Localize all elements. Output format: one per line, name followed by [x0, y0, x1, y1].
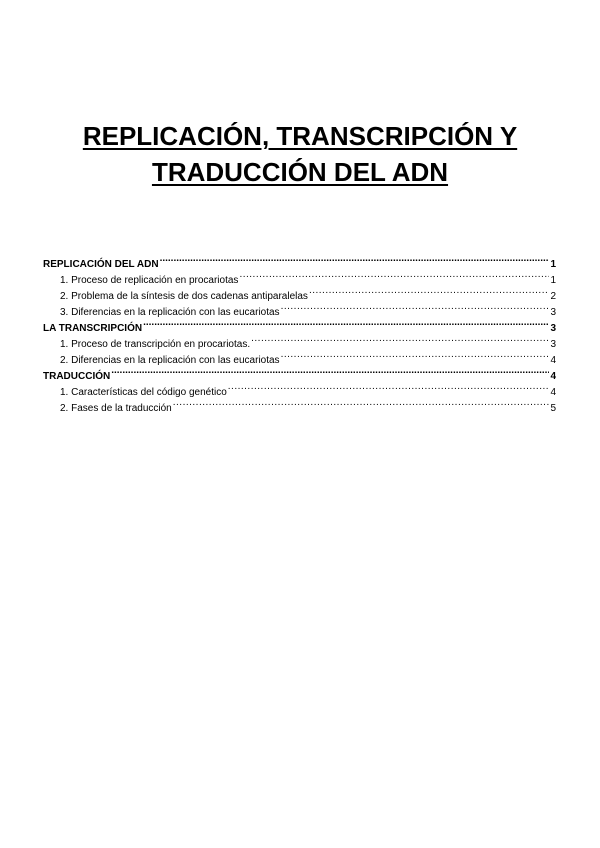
toc-section-label: TRADUCCIÓN	[43, 371, 111, 382]
table-of-contents	[43, 251, 556, 414]
toc-section-label: REPLICACIÓN DEL ADN	[43, 259, 159, 270]
toc-page-number: 3	[550, 307, 556, 318]
toc-dot-leader	[281, 347, 549, 363]
toc-dot-leader	[228, 379, 549, 395]
toc-page-number: 3	[550, 323, 556, 334]
toc-dot-leader	[309, 283, 549, 299]
toc-dot-leader	[173, 395, 549, 411]
toc-section-label: LA TRANSCRIPCIÓN	[43, 323, 143, 334]
toc-dot-leader	[281, 299, 549, 315]
toc-dot-leader	[111, 363, 549, 379]
toc-page-number: 4	[550, 387, 556, 398]
toc-item-label: 2. Fases de la traducción	[60, 403, 172, 414]
toc-item-label: 2. Diferencias en la replicación con las eucariotas	[60, 355, 280, 366]
document-title	[40, 118, 560, 190]
document-title-line-2: TRADUCCIÓN DEL ADN	[151, 157, 449, 187]
toc-section-traduccion[interactable]	[43, 363, 556, 382]
toc-item-label: 2. Problema de la síntesis de dos cadenas antiparalelas	[60, 291, 308, 302]
toc-item-label: 1. Proceso de replicación en procariotas	[60, 275, 239, 286]
toc-page-number: 4	[550, 355, 556, 366]
toc-page-number: 4	[550, 371, 556, 382]
toc-dot-leader	[239, 267, 549, 283]
toc-section-replicacion[interactable]	[43, 251, 556, 270]
toc-page-number: 5	[550, 403, 556, 414]
toc-page-number: 2	[550, 291, 556, 302]
toc-page-number: 1	[550, 259, 556, 270]
toc-page-number: 1	[550, 275, 556, 286]
toc-dot-leader	[251, 331, 549, 347]
toc-dot-leader	[160, 251, 549, 267]
toc-page-number: 3	[550, 339, 556, 350]
toc-item-label: 1. Proceso de transcripción en procariotas.	[60, 339, 251, 350]
toc-item[interactable]	[43, 379, 556, 398]
toc-item-label: 3. Diferencias en la replicación con las eucariotas	[60, 307, 280, 318]
toc-dot-leader	[143, 315, 549, 331]
toc-item-label: 1. Características del código genético	[60, 387, 227, 398]
document-title-line-1: REPLICACIÓN, TRANSCRIPCIÓN Y	[82, 121, 518, 151]
